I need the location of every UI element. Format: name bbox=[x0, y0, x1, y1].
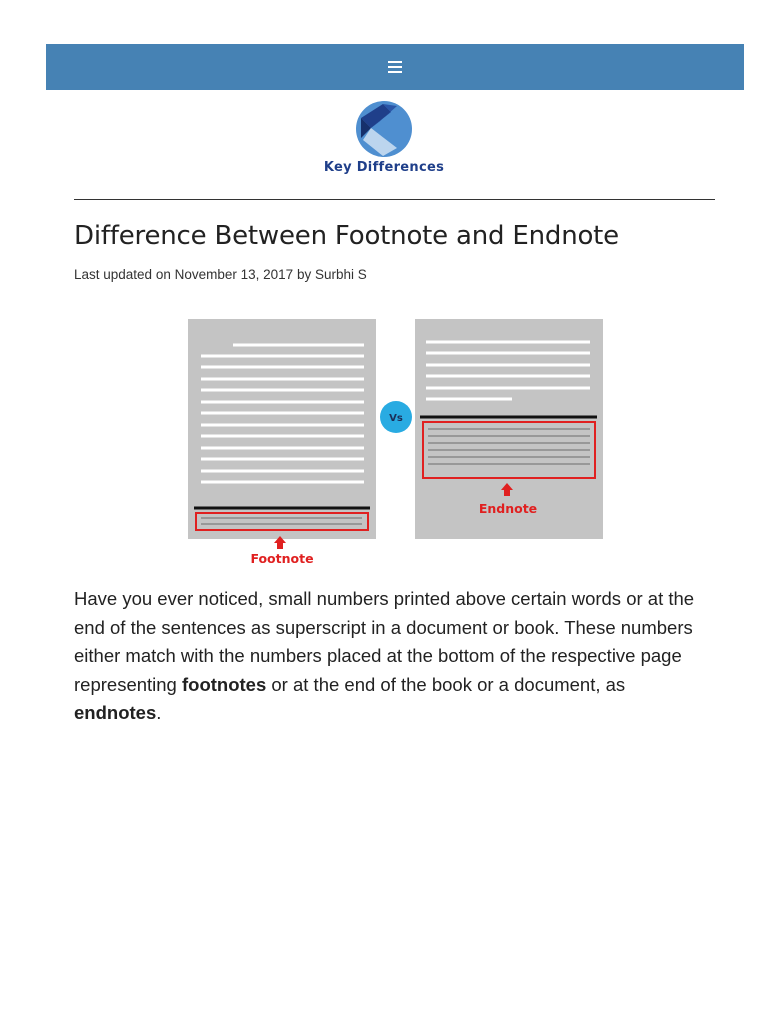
logo-text: Key Differences bbox=[323, 160, 445, 175]
intro-paragraph bbox=[74, 585, 704, 728]
author-link[interactable]: Surbhi S bbox=[314, 267, 367, 282]
post-meta bbox=[74, 266, 367, 284]
top-navbar bbox=[46, 44, 744, 90]
intro-text-3: . bbox=[156, 702, 162, 723]
vs-label: Vs bbox=[389, 413, 403, 424]
key-differences-logo-icon bbox=[353, 98, 415, 160]
post-date-link[interactable]: November 13, 2017 bbox=[174, 267, 294, 282]
intro-text-2: or at the end of the book or a document, as bbox=[266, 673, 626, 695]
article-figure bbox=[186, 318, 606, 570]
header-divider bbox=[74, 199, 715, 200]
menu-button[interactable] bbox=[381, 53, 409, 81]
footnote-page bbox=[188, 319, 376, 539]
page-title: Difference Between Footnote and Endnote bbox=[74, 221, 619, 251]
intro-text-1: Have you ever noticed, small numbers printed above certain words or at the end of the sentences as superscript in a document or book. These numbers either match with the numbers placed at the bottom of the respective page representing bbox=[74, 588, 695, 695]
footnote-vs-endnote-illustration bbox=[186, 318, 606, 570]
site-logo[interactable] bbox=[0, 98, 768, 175]
endnote-label: Endnote bbox=[478, 501, 538, 516]
meta-by: by bbox=[296, 267, 312, 282]
footnote-label: Footnote bbox=[250, 551, 314, 566]
intro-bold-endnotes: endnotes bbox=[74, 702, 157, 723]
intro-bold-footnotes: footnotes bbox=[181, 673, 267, 695]
hamburger-menu-icon bbox=[387, 60, 403, 74]
meta-prefix: Last updated on bbox=[74, 267, 171, 282]
